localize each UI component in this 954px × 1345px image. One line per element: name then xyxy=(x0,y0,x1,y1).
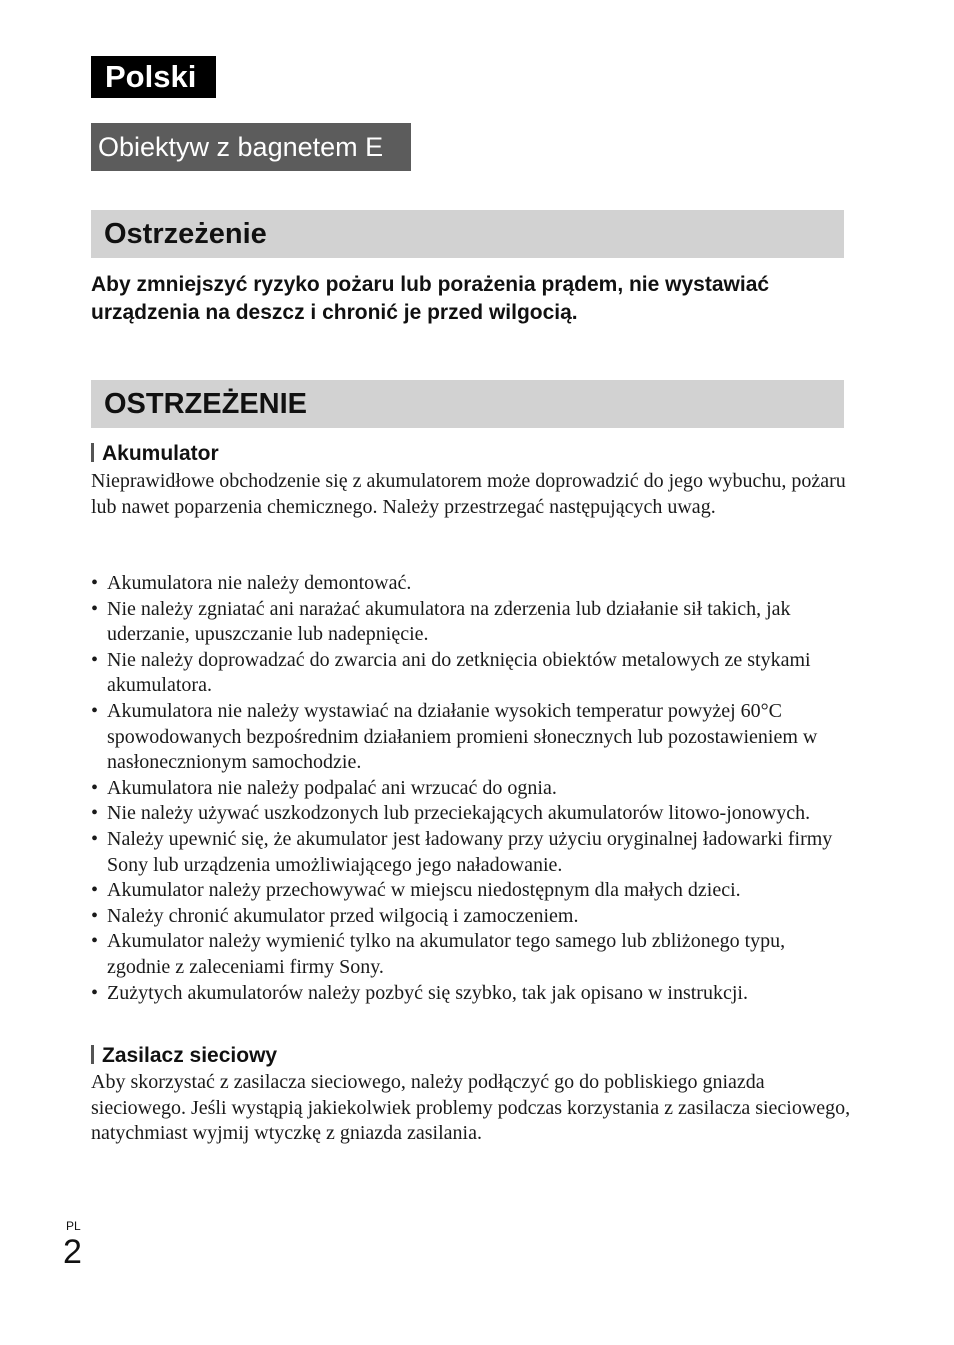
list-item: • Należy upewnić się, że akumulator jest ładowany przy użyciu oryginalnej ładowarki firmy Sony lub urządzenia umożliwiającego jego naładowanie. xyxy=(91,827,851,878)
list-item: • Nie należy zgniatać ani narażać akumulatora na zderzenia lub działanie sił takich, jak uderzanie, upuszczanie lub nadepnięcie. xyxy=(91,597,851,648)
battery-precautions-list xyxy=(91,571,851,1006)
caution-heading: Ostrzeżenie xyxy=(91,210,844,258)
list-item: • Akumulatora nie należy demontować. xyxy=(91,571,851,597)
list-item: • Zużytych akumulatorów należy pozbyć się szybko, tak jak opisano w instrukcji. xyxy=(91,981,851,1007)
page-number: 2 xyxy=(63,1233,82,1271)
warning-heading: OSTRZEŻENIE xyxy=(91,380,844,428)
list-item: • Akumulator należy przechowywać w miejscu niedostępnym dla małych dzieci. xyxy=(91,878,851,904)
list-item: • Akumulatora nie należy wystawiać na działanie wysokich temperatur powyżej 60°C spowodowanych bezpośrednim działaniem promieni słonecznych lub pozostawieniem w nasłonecznionym samochodzie. xyxy=(91,699,851,776)
battery-heading-label: Akumulator xyxy=(102,442,219,465)
adapter-heading xyxy=(91,1043,277,1069)
product-title: Obiektyw z bagnetem E xyxy=(91,123,411,171)
list-item: • Akumulator należy wymienić tylko na akumulator tego samego lub zbliżonego typu, zgodnie z zaleceniami firmy Sony. xyxy=(91,929,851,980)
caution-text: Aby zmniejszyć ryzyko pożaru lub porażenia prądem, nie wystawiać urządzenia na deszcz i chronić je przed wilgocią. xyxy=(91,273,770,324)
heading-marker xyxy=(91,443,94,462)
battery-intro: Nieprawidłowe obchodzenie się z akumulatorem może doprowadzić do jego wybuchu, pożaru lub nawet poparzenia chemicznego. Należy przestrzegać następujących uwag. xyxy=(91,470,846,518)
list-item: • Akumulatora nie należy podpalać ani wrzucać do ognia. xyxy=(91,776,851,802)
list-item: • Należy chronić akumulator przed wilgocią i zamoczeniem. xyxy=(91,904,851,930)
heading-marker xyxy=(91,1045,94,1064)
adapter-text: Aby skorzystać z zasilacza sieciowego, należy podłączyć go do pobliskiego gniazda sieciowego. Jeśli wystąpią jakiekolwiek problemy podczas korzystania z zasilacza sieciowego, natychmiast wyjmij wtyczkę z gniazda zasilania. xyxy=(91,1071,851,1145)
adapter-heading-label: Zasilacz sieciowy xyxy=(102,1044,278,1067)
list-item: • Nie należy używać uszkodzonych lub przeciekających akumulatorów litowo-jonowych. xyxy=(91,801,851,827)
battery-heading xyxy=(91,441,219,467)
list-item: • Nie należy doprowadzać do zwarcia ani do zetknięcia obiektów metalowych ze stykami akumulatora. xyxy=(91,648,851,699)
page-language-code: PL xyxy=(66,1219,81,1233)
language-badge: Polski xyxy=(91,56,216,98)
